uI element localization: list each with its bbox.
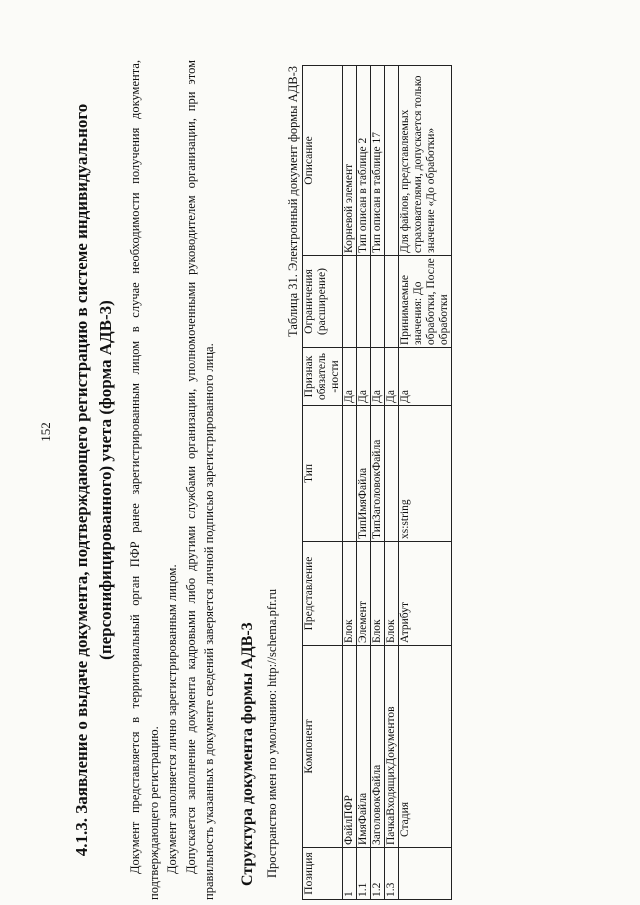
cell-representation: Элемент xyxy=(356,542,370,646)
table-row xyxy=(370,66,384,900)
structure-heading: Структура документа формы АДВ-3 xyxy=(238,622,256,886)
cell-description: Для файлов, представляемых страхователями, допускается только значение «До обработки» xyxy=(398,66,451,256)
cell-position xyxy=(398,848,451,900)
col-header-required: Признак обязатель -ности xyxy=(302,348,342,406)
cell-representation: Блок xyxy=(342,542,356,646)
table-row xyxy=(356,66,370,900)
cell-type xyxy=(384,406,398,542)
cell-required: Да xyxy=(356,348,370,406)
paragraph: Документ представляется в территориальный орган ПФР ранее зарегистрированным лицом в случае необходимости получения документа, подтверждающего регистрацию. xyxy=(128,60,161,900)
cell-description: Корневой элемент xyxy=(342,66,356,256)
col-header-component: Компонент xyxy=(302,646,342,848)
cell-description: Тип описан в таблице 17 xyxy=(370,66,384,256)
cell-component: Стадия xyxy=(398,646,451,848)
table-row xyxy=(384,66,398,900)
cell-position: 1.1 xyxy=(356,848,370,900)
cell-required: Да xyxy=(384,348,398,406)
cell-restrictions: Принимаемые значения: До обработки, После обработки xyxy=(398,256,451,348)
cell-position: 1.2 xyxy=(370,848,384,900)
cell-description: Тип описан в таблице 2 xyxy=(356,66,370,256)
cell-restrictions xyxy=(384,256,398,348)
cell-representation: Блок xyxy=(370,542,384,646)
cell-required: Да xyxy=(398,348,451,406)
cell-position: 1.3 xyxy=(384,848,398,900)
cell-description xyxy=(384,66,398,256)
table-header-row xyxy=(302,66,342,900)
cell-type: ТипИмяФайла xyxy=(356,406,370,542)
section-title xyxy=(70,60,118,900)
cell-representation: Атрибут xyxy=(398,542,451,646)
col-header-type: Тип xyxy=(302,406,342,542)
cell-type xyxy=(342,406,356,542)
table-caption: Таблица 31. Электронный документ формы АДВ-3 xyxy=(285,66,300,337)
cell-type: ТипЗаголовокФайла xyxy=(370,406,384,542)
cell-required: Да xyxy=(370,348,384,406)
cell-component: ЗаголовокФайла xyxy=(370,646,384,848)
body-text xyxy=(126,60,219,900)
cell-component: ФайлПФР xyxy=(342,646,356,848)
rotated-page-content xyxy=(70,60,630,900)
col-header-position: Позиция xyxy=(302,848,342,900)
table-row xyxy=(342,66,356,900)
cell-required: Да xyxy=(342,348,356,406)
cell-component: ПачкаВходящихДокументов xyxy=(384,646,398,848)
cell-component: ИмяФайла xyxy=(356,646,370,848)
cell-representation: Блок xyxy=(384,542,398,646)
col-header-description: Описание xyxy=(302,66,342,256)
col-header-representation: Представление xyxy=(302,542,342,646)
cell-restrictions xyxy=(356,256,370,348)
namespace-text: Пространство имен по умолчанию: http://schema.pfr.ru xyxy=(264,588,279,878)
page-number: 152 xyxy=(38,422,53,442)
paragraph: Допускается заполнение документа кадровыми либо другими службами организации, уполномоченными руководителем организации, при этом правильность указанных в документе сведений заверяется личной подписью зарегистрированного лица. xyxy=(183,60,216,900)
cell-position: 1 xyxy=(342,848,356,900)
cell-restrictions xyxy=(342,256,356,348)
table-row xyxy=(398,66,451,900)
section-title-line2: (персонифицированного) учета (форма АДВ-3) xyxy=(96,300,115,660)
col-header-restrictions: Ограничения (расширение) xyxy=(302,256,342,348)
cell-type: xs:string xyxy=(398,406,451,542)
section-title-line1: 4.1.3. Заявление о выдаче документа, подтверждающего регистрацию в системе индивидуального xyxy=(72,103,91,857)
paragraph: Документ заполняется лично зарегистрированным лицом. xyxy=(165,564,179,874)
structure-table xyxy=(302,65,452,900)
cell-restrictions xyxy=(370,256,384,348)
